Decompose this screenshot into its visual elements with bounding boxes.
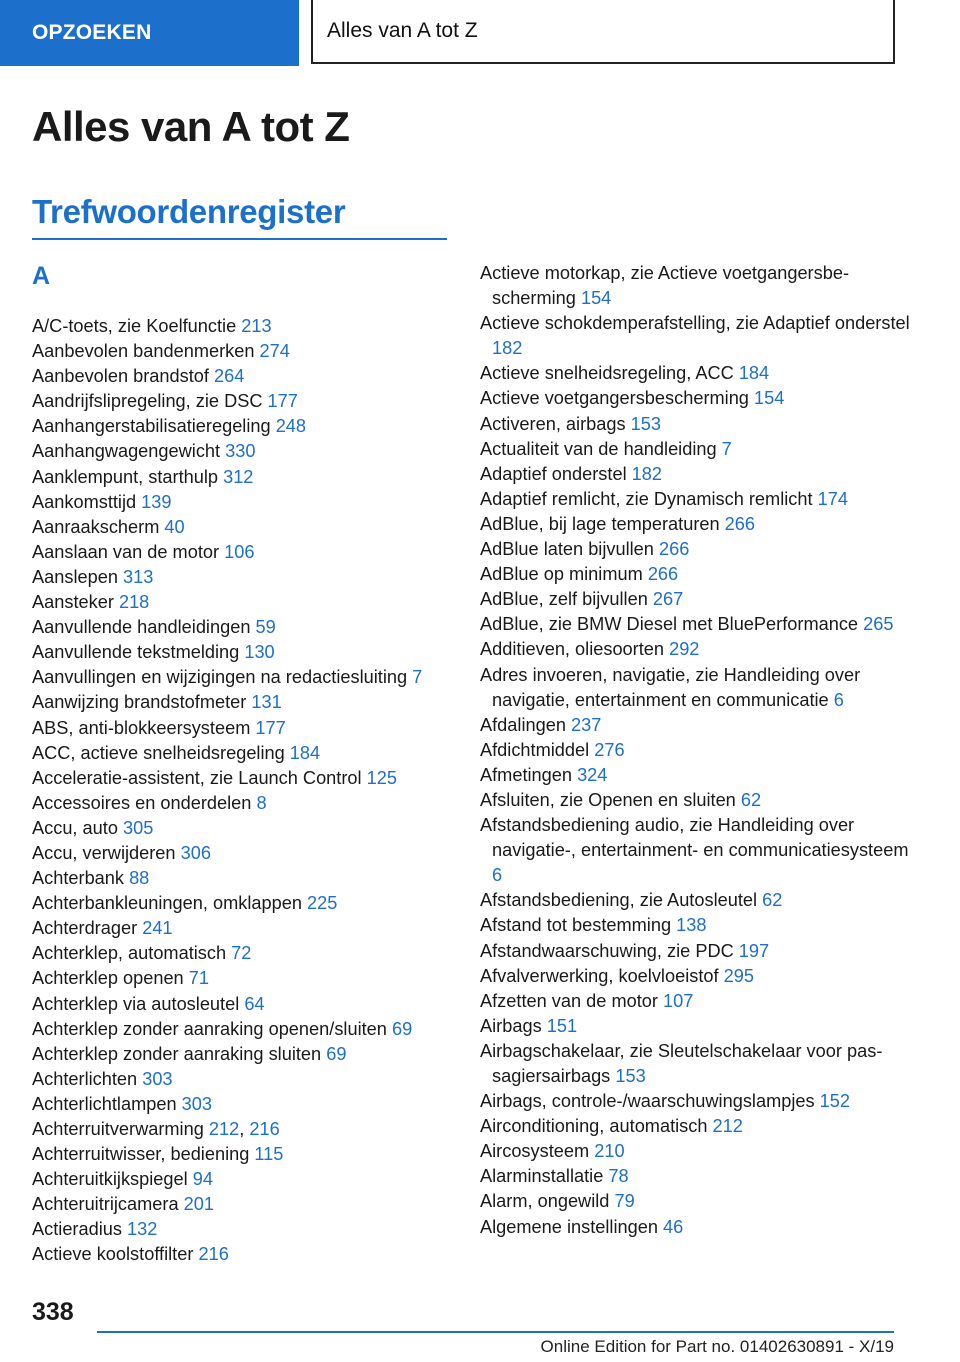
index-entry: [32, 891, 462, 916]
page-reference-link[interactable]: 264: [214, 366, 245, 387]
entry-term: Actieve snelheidsregeling, ACC: [480, 363, 739, 384]
index-entry: [32, 1167, 462, 1192]
entry-term: A/C-toets, zie Koelfunctie: [32, 316, 242, 336]
index-entry: [32, 916, 462, 941]
entry-term: Achterlichten: [32, 1068, 143, 1089]
index-entry: [32, 465, 462, 490]
page-reference-link[interactable]: 266: [647, 564, 679, 585]
index-entry: [480, 612, 910, 637]
index-entry: [480, 1114, 910, 1139]
index-entry: [32, 389, 462, 414]
entry-term: Afstand tot bestemming: [480, 915, 677, 936]
page-title: Alles van A tot Z: [32, 103, 350, 150]
index-entry: [32, 1067, 462, 1092]
entry-term: Alarm, ongewild: [480, 1191, 615, 1212]
index-column-right: [480, 261, 910, 1240]
entry-term: Aanvullende handleidingen: [32, 617, 256, 638]
index-entry: [480, 1039, 910, 1089]
page-reference-link[interactable]: 88: [129, 868, 150, 889]
entry-term: Achterklep via autosleutel: [32, 993, 245, 1014]
index-entry: [480, 763, 910, 788]
page-reference-link[interactable]: 132: [127, 1219, 158, 1240]
index-entry: [480, 788, 910, 813]
index-entry: [32, 490, 462, 515]
page-reference-link[interactable]: 292: [669, 639, 700, 660]
page-reference-link[interactable]: 248: [275, 416, 307, 437]
entry-term: ABS, anti-blokkeersysteem: [32, 717, 256, 738]
index-entry: [480, 412, 910, 437]
index-entry: [32, 665, 462, 690]
page-reference-link[interactable]: 152: [819, 1091, 851, 1112]
index-entry: [32, 1042, 462, 1067]
page-reference-link[interactable]: 324: [577, 764, 608, 785]
index-entry: [480, 462, 910, 487]
index-entry: [480, 888, 910, 913]
page-reference-link[interactable]: 69: [391, 1018, 413, 1039]
page-reference-link[interactable]: 210: [594, 1141, 625, 1162]
page-reference-link[interactable]: 139: [141, 491, 172, 512]
page-reference-link[interactable]: 115: [254, 1144, 284, 1165]
page-reference-link[interactable]: 153: [615, 1066, 646, 1086]
entry-term: Actieradius: [32, 1219, 128, 1240]
entry-term: Accu, auto: [32, 817, 123, 838]
index-entry: [480, 587, 910, 612]
page-reference-link[interactable]: 266: [658, 539, 690, 560]
page-reference-link[interactable]: 79: [614, 1191, 635, 1212]
page-reference-link[interactable]: 62: [762, 890, 783, 911]
page-reference-link[interactable]: 72: [231, 943, 252, 964]
page-reference-link[interactable]: 184: [289, 742, 321, 763]
entry-term: Afmetingen: [480, 764, 578, 785]
index-entry: Achterruitverwarming 212, 216: [32, 1119, 280, 1139]
index-entry: [32, 941, 462, 966]
index-entry: [480, 386, 910, 411]
entry-term: Accessoires en onderdelen: [32, 792, 257, 813]
page-reference-link[interactable]: 276: [594, 739, 625, 760]
page-reference-link[interactable]: 241: [142, 918, 173, 939]
index-letter-heading: A: [32, 262, 51, 290]
entry-term: Achterbankleuningen, omklappen: [32, 893, 308, 914]
entry-term: Afdichtmiddel: [480, 739, 595, 760]
page-reference-link[interactable]: 182: [631, 463, 663, 484]
index-entry: [480, 738, 910, 763]
entry-term: Aanslepen: [32, 566, 124, 587]
edition-note: Online Edition for Part no. 01402630891 - X/19: [540, 1337, 894, 1356]
index-entry: [480, 361, 910, 386]
index-entry: [480, 1014, 910, 1039]
index-entry: [32, 540, 462, 565]
index-entry: [480, 1189, 910, 1214]
page-reference-link[interactable]: 177: [267, 391, 298, 412]
entry-term: Aanvullingen en wijzigingen na redactiesluiting: [32, 667, 413, 688]
page-reference-link[interactable]: 64: [244, 993, 265, 1014]
page-reference-link[interactable]: 212: [712, 1116, 743, 1137]
index-entry: [480, 1164, 910, 1189]
index-entry: [480, 1139, 910, 1164]
index-entry: [480, 637, 910, 662]
page-reference-link[interactable]: 125: [366, 767, 397, 788]
index-entry: [480, 964, 910, 989]
page-reference-link[interactable]: 69: [326, 1043, 347, 1064]
entry-term: Actieve koolstoffilter: [32, 1244, 199, 1265]
entry-term: Airbagschakelaar, zie Sleutelschakelaar voor passagiersairbags: [480, 1040, 883, 1086]
page-reference-link[interactable]: 266: [724, 513, 756, 534]
section-tab[interactable]: OPZOEKEN: [0, 0, 299, 66]
footer-divider: [97, 1331, 894, 1333]
index-entry: [32, 364, 462, 389]
entry-term: Aanbevolen bandenmerken: [32, 341, 260, 362]
index-entry: [32, 1242, 462, 1267]
page-reference-link[interactable]: 59: [255, 617, 276, 638]
page-reference-link[interactable]: 130: [244, 642, 275, 663]
page-reference-link[interactable]: 265: [863, 614, 894, 635]
entry-term: Achterruitverwarming: [32, 1119, 209, 1139]
index-entry: [480, 512, 910, 537]
index-entry: [480, 813, 910, 888]
index-entry: [32, 1142, 462, 1167]
index-entry: [32, 1217, 462, 1242]
index-entry: [480, 562, 910, 587]
index-entry: [32, 640, 462, 665]
entry-term: Afstandwaarschuwing, zie PDC: [480, 940, 739, 961]
page-reference-link[interactable]: 174: [817, 488, 848, 509]
page-reference-link[interactable]: 40: [164, 516, 185, 537]
entry-term: AdBlue op minimum: [480, 564, 648, 585]
index-entry: [32, 414, 462, 439]
entry-term: Aanhangerstabilisatieregeling: [32, 416, 276, 437]
page-subtitle: Trefwoordenregister: [32, 193, 346, 230]
page-reference-link[interactable]: 182: [492, 338, 523, 359]
index-entry: [32, 1017, 462, 1042]
page-reference-link[interactable]: 212: [208, 1119, 240, 1139]
index-entry: [32, 966, 462, 991]
entry-term: Airbags: [480, 1015, 547, 1036]
entry-term: Aanslaan van de motor: [32, 541, 225, 562]
page-reference-link[interactable]: 216: [249, 1119, 280, 1139]
entry-term: Actieve voetgangersbescherming: [480, 388, 754, 409]
index-entry: [32, 741, 462, 766]
page-reference-link[interactable]: 312: [223, 466, 254, 487]
page-reference-link[interactable]: 7: [721, 438, 732, 459]
page-reference-link[interactable]: 94: [192, 1169, 213, 1190]
page-reference-link[interactable]: 71: [188, 968, 209, 989]
page-reference-link[interactable]: 216: [198, 1244, 229, 1265]
page-reference-link[interactable]: 177: [255, 717, 286, 738]
page-reference-link[interactable]: 274: [259, 341, 290, 362]
index-entry: [480, 437, 910, 462]
entry-term: Actieve schokdemperafstelling, zie Adaptief onderstel: [480, 313, 910, 334]
entry-term: Aircosysteem: [480, 1141, 595, 1162]
page-reference-link[interactable]: 213: [241, 316, 272, 336]
page-reference-link[interactable]: 225: [307, 893, 338, 914]
index-entry: [480, 537, 910, 562]
entry-term: Alarminstallatie: [480, 1166, 609, 1187]
index-entry: [32, 841, 462, 866]
page-reference-link[interactable]: 7: [412, 667, 423, 688]
index-entry: [32, 816, 462, 841]
entry-term: Airconditioning, automatisch: [480, 1116, 713, 1137]
entry-term: Aandrijfslipregeling, zie DSC: [32, 391, 268, 412]
page-reference-link[interactable]: 8: [256, 792, 267, 813]
page-reference-link[interactable]: 295: [723, 965, 754, 986]
index-entry: [480, 1089, 910, 1114]
index-entry: [32, 992, 462, 1017]
entry-term: Adaptief remlicht, zie Dynamisch remlicht: [480, 488, 818, 509]
entry-term: Activeren, airbags: [480, 413, 631, 434]
entry-term: Airbags, controle-/waarschuwingslampjes: [480, 1091, 820, 1112]
page-reference-link[interactable]: 6: [833, 689, 844, 710]
entry-term: Achterklep zonder aanraking openen/sluiten: [32, 1018, 392, 1039]
page-reference-link[interactable]: 106: [224, 541, 255, 562]
entry-term: Aanraakscherm: [32, 516, 165, 537]
page-reference-link[interactable]: 62: [740, 789, 762, 810]
index-column-left: [32, 314, 462, 1268]
index-entry: [32, 515, 462, 540]
index-entry: [32, 339, 462, 364]
entry-term: Aansteker: [32, 592, 119, 613]
index-entry: [32, 716, 462, 741]
entry-term: Adaptief onderstel: [480, 463, 632, 484]
page-reference-link[interactable]: 151: [546, 1015, 578, 1036]
entry-term: Accu, verwijderen: [32, 842, 181, 863]
index-entry: [480, 1215, 910, 1240]
page-reference-link[interactable]: 237: [571, 714, 602, 735]
page-reference-link[interactable]: 184: [738, 363, 770, 384]
entry-term: Aanbevolen brandstof: [32, 366, 215, 387]
index-entry: [32, 439, 462, 464]
entry-term: Achterklep openen: [32, 968, 189, 989]
page-reference-link[interactable]: 303: [142, 1068, 173, 1089]
page-reference-link[interactable]: 305: [123, 817, 154, 838]
index-entry: [32, 1092, 462, 1117]
entry-term: Achteruitrijcamera: [32, 1194, 184, 1215]
page-reference-link[interactable]: 138: [676, 915, 707, 936]
entry-term: Aanwijzing brandstofmeter: [32, 692, 252, 713]
entry-term: Afvalverwerking, koelvloeistof: [480, 965, 724, 986]
entry-term: Actualiteit van de handleiding: [480, 438, 722, 459]
entry-term: Aanhangwagengewicht: [32, 441, 226, 462]
entry-term: Achterklep zonder aanraking sluiten: [32, 1043, 327, 1064]
index-entry: [480, 989, 910, 1014]
entry-term: Algemene instellingen: [480, 1216, 664, 1237]
entry-term: Aanvullende tekstmelding: [32, 642, 245, 663]
entry-term: Afdalingen: [480, 714, 572, 735]
index-entry: [480, 663, 910, 713]
index-entry: [480, 311, 910, 361]
entry-term: Actieve motorkap, zie Actieve voetgangersbescherming: [480, 263, 850, 309]
page-reference-link[interactable]: 197: [738, 940, 770, 961]
page-reference-link[interactable]: 46: [663, 1216, 684, 1237]
index-entry: [32, 866, 462, 891]
subtitle-divider: [32, 238, 447, 240]
index-entry: [32, 615, 462, 640]
entry-term: Achterklep, automatisch: [32, 943, 232, 964]
page-reference-link[interactable]: 6: [492, 865, 503, 886]
page-reference-link[interactable]: 330: [225, 441, 256, 462]
page-reference-link[interactable]: 218: [118, 592, 150, 613]
page-reference-link[interactable]: 303: [181, 1093, 212, 1114]
entry-term: Afstandsbediening audio, zie Handleiding over navigatie-, entertainment- en communicatiesysteem: [480, 815, 909, 861]
index-entry: [32, 314, 462, 339]
index-entry: [480, 713, 910, 738]
index-entry: [32, 791, 462, 816]
entry-term: Afstandsbediening, zie Autosleutel: [480, 890, 763, 911]
page-reference-link[interactable]: 131: [251, 692, 282, 713]
index-entry: [32, 1192, 462, 1217]
entry-term: AdBlue, zelf bijvullen: [480, 589, 653, 610]
index-entry: [32, 690, 462, 715]
entry-term: AdBlue, zie BMW Diesel met BluePerformance: [480, 614, 864, 635]
chapter-tab[interactable]: Alles van A tot Z: [311, 0, 895, 64]
page-reference-link[interactable]: 107: [663, 990, 694, 1011]
page-reference-link[interactable]: 78: [608, 1166, 629, 1187]
page-reference-link[interactable]: 313: [123, 566, 154, 587]
index-entry: [480, 261, 910, 311]
entry-term: Aanklempunt, starthulp: [32, 466, 224, 487]
entry-term: Adres invoeren, navigatie, zie Handleiding over navigatie, entertainment en communicatie: [480, 664, 861, 710]
entry-term: Afzetten van de motor: [480, 990, 663, 1011]
entry-term: Achteruitkijkspiegel: [32, 1169, 193, 1190]
entry-term: AdBlue, bij lage temperaturen: [480, 513, 725, 534]
index-entry: [480, 913, 910, 938]
entry-term: Afsluiten, zie Openen en sluiten: [480, 789, 741, 810]
entry-term: AdBlue laten bijvullen: [480, 539, 659, 560]
entry-term: Additieven, oliesoorten: [480, 639, 670, 660]
entry-term: Achterdrager: [32, 918, 143, 939]
page-number: 338: [32, 1298, 74, 1326]
entry-term: Acceleratie-assistent, zie Launch Control: [32, 767, 367, 788]
page-reference-link[interactable]: 153: [630, 413, 661, 434]
entry-term: Achterruitwisser, bediening: [32, 1144, 255, 1165]
index-entry: [480, 487, 910, 512]
entry-term: Achterbank: [32, 868, 130, 889]
index-entry: [32, 590, 462, 615]
page-reference-link[interactable]: 306: [180, 842, 211, 863]
entry-term: Aankomsttijd: [32, 491, 142, 512]
index-entry: [32, 766, 462, 791]
entry-term: Achterlichtlampen: [32, 1093, 182, 1114]
page-reference-link[interactable]: 201: [183, 1194, 214, 1215]
page-reference-link[interactable]: 267: [652, 589, 684, 610]
entry-term: ACC, actieve snelheidsregeling: [32, 742, 290, 763]
index-entry: [480, 939, 910, 964]
index-entry: [32, 565, 462, 590]
page-reference-link[interactable]: 154: [753, 388, 785, 409]
page-reference-link[interactable]: 154: [580, 288, 612, 309]
